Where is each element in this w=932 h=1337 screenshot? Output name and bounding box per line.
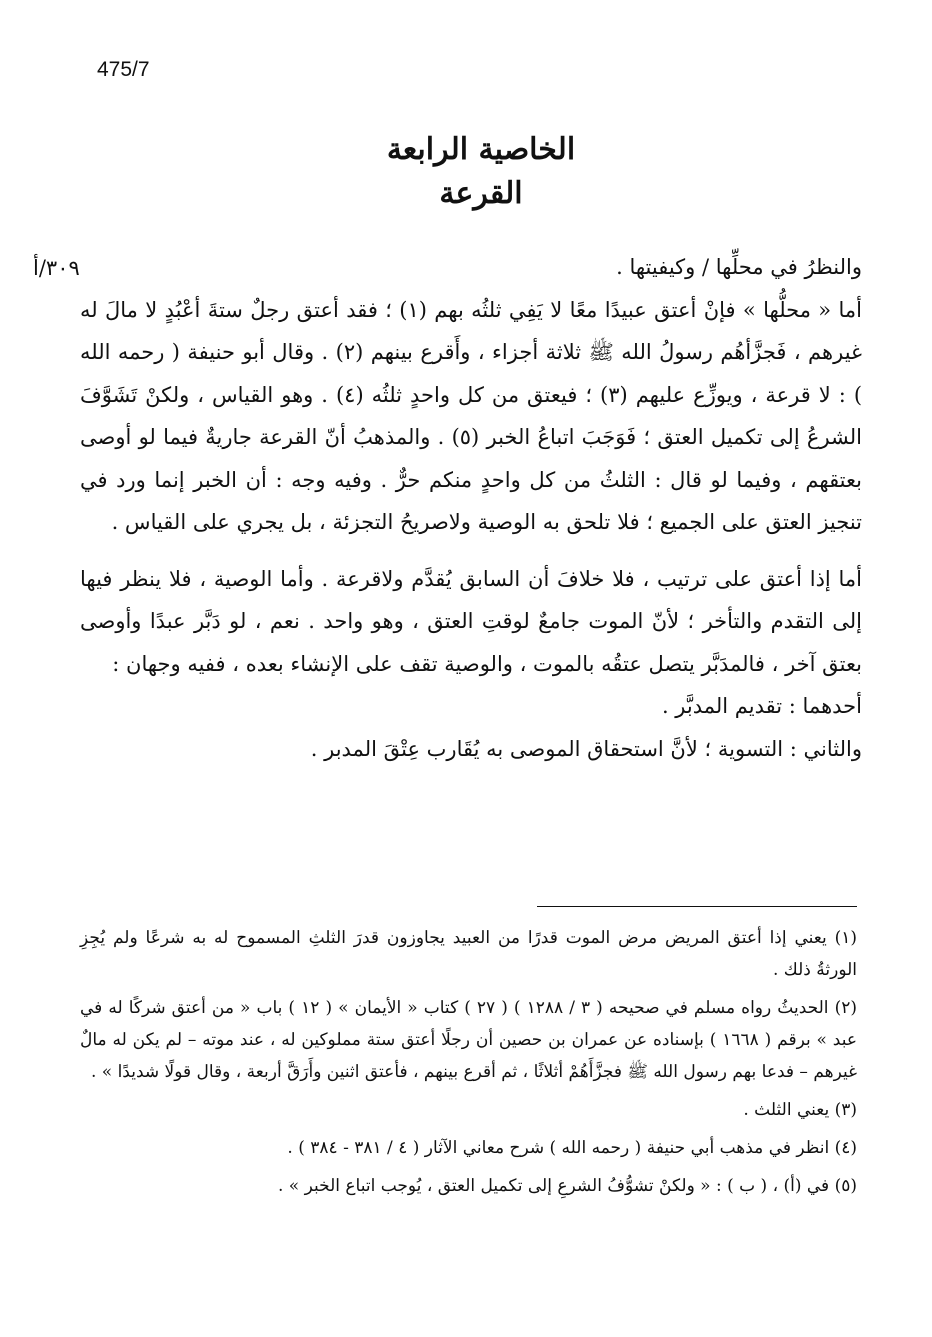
footnote-4: (٤) انظر في مذهب أبي حنيفة ( رحمه الله ) شرح معاني الآثار ( ٤ / ٣٨١ - ٣٨٤ ) . bbox=[287, 1138, 857, 1158]
paragraph-second-view: والثاني : التسوية ؛ لأنَّ استحقاق الموصى به يُقَارب عِتْقَ المدبر . bbox=[310, 736, 862, 761]
main-text bbox=[80, 246, 862, 770]
footnote-5: (٥) في (أ) ، ( ب ) : « ولكنْ تشوُّفُ الشرعِ إلى تكميل العتق ، يُوجب اتباع الخبر » . bbox=[277, 1176, 857, 1196]
footnote-2: (٢) الحديثُ رواه مسلم في صحيحه ( ٣ / ١٢٨٨ ) ( ٢٧ ) كتاب « الأيمان » ( ١٢ ) باب « من أعتق شركًا له في عبد » برقم ( ١٦٦٨ ) بإسناده عن عمران بن حصين أن رجلًا أعتق ستة مملوكين له ، عند موته – لم يكن له مالٌ غيرهم – فدعا بهم رسول الله ﷺ فجزَّأَهُمْ أثلاثًا ، ثم أقرع بينهم ، فأعتق اثنين وأَرَقَّ أربعة ، وقال قولًا شديدًا » . bbox=[80, 998, 857, 1082]
manuscript-folio-marker: ٣٠٩/أ bbox=[33, 256, 80, 280]
footnote-3: (٣) يعني الثلث . bbox=[743, 1100, 857, 1120]
chapter-title: الخاصية الرابعة bbox=[386, 132, 576, 167]
chapter-subtitle: القرعة bbox=[439, 176, 523, 211]
footnote-1: (١) يعني إذا أعتق المريض مرض الموت قدرًا من العبيد يجاوزون قدرَ الثلثِ المسموح له به شرعًا ولم يُجِزِ الورثةُ ذلك . bbox=[80, 928, 857, 980]
paragraph-order: أما إذا أعتق على ترتيب ، فلا خلافَ أن السابق يُقدَّم ولاقرعة . وأما الوصية ، فلا ينظر فيها إلى التقدم والتأخر ؛ لأنّ الموت جامعٌ لوقتِ العتق ، وهو واحد . نعم ، لو دَبَّر عبدًا وأوصى بعتق آخر ، فالمدَبَّر يتصل عتقُه بالموت ، والوصية تقف على الإنشاء بعده ، ففيه وجهان : bbox=[80, 566, 862, 676]
paragraph-intro: والنظرُ في محلِّها / وكيفيتها . bbox=[616, 255, 862, 279]
paragraph-first-view: أحدهما : تقديم المدبَّر . bbox=[661, 694, 862, 718]
footnotes bbox=[80, 922, 857, 1202]
page-reference: 475/7 bbox=[97, 58, 150, 81]
chapter-heading bbox=[0, 128, 932, 216]
paragraph-place: أما « محلُّها » فإنْ أعتق عبيدًا معًا لا يَفِي ثلثُه بهم (١) ؛ فقد أعتق رجلٌ ستةَ أعْبُدٍ لا مالَ له غيرهم ، فَجزَّأهُم رسولُ الله ﷺ ثلاثة أجزاء ، وأَقرع بينهم (٢) . وقال أبو حنيفة ( رحمه الله ) : لا قرعة ، ويوزِّع عليهم (٣) ؛ فيعتق من كل واحدٍ ثلثُه (٤) . وهو القياس ، ولكنْ تَشَوَّفَ الشرعُ إلى تكميل العتق ؛ فَوَجَبَ اتباعُ الخبر (٥) . والمذهبُ أنّ القرعة جاريةٌ فيما لو أوصى بعتقهم ، وفيما لو قال : الثلثُ من كل واحدٍ منكم حرٌّ . وفيه وجه : أن الخبر إنما ورد في تنجيز العتق على الجميع ؛ فلا تلحق به الوصية ولاصريحُ التجزئة ، بل يجري على القياس . bbox=[80, 297, 863, 534]
footnote-divider bbox=[537, 906, 857, 907]
